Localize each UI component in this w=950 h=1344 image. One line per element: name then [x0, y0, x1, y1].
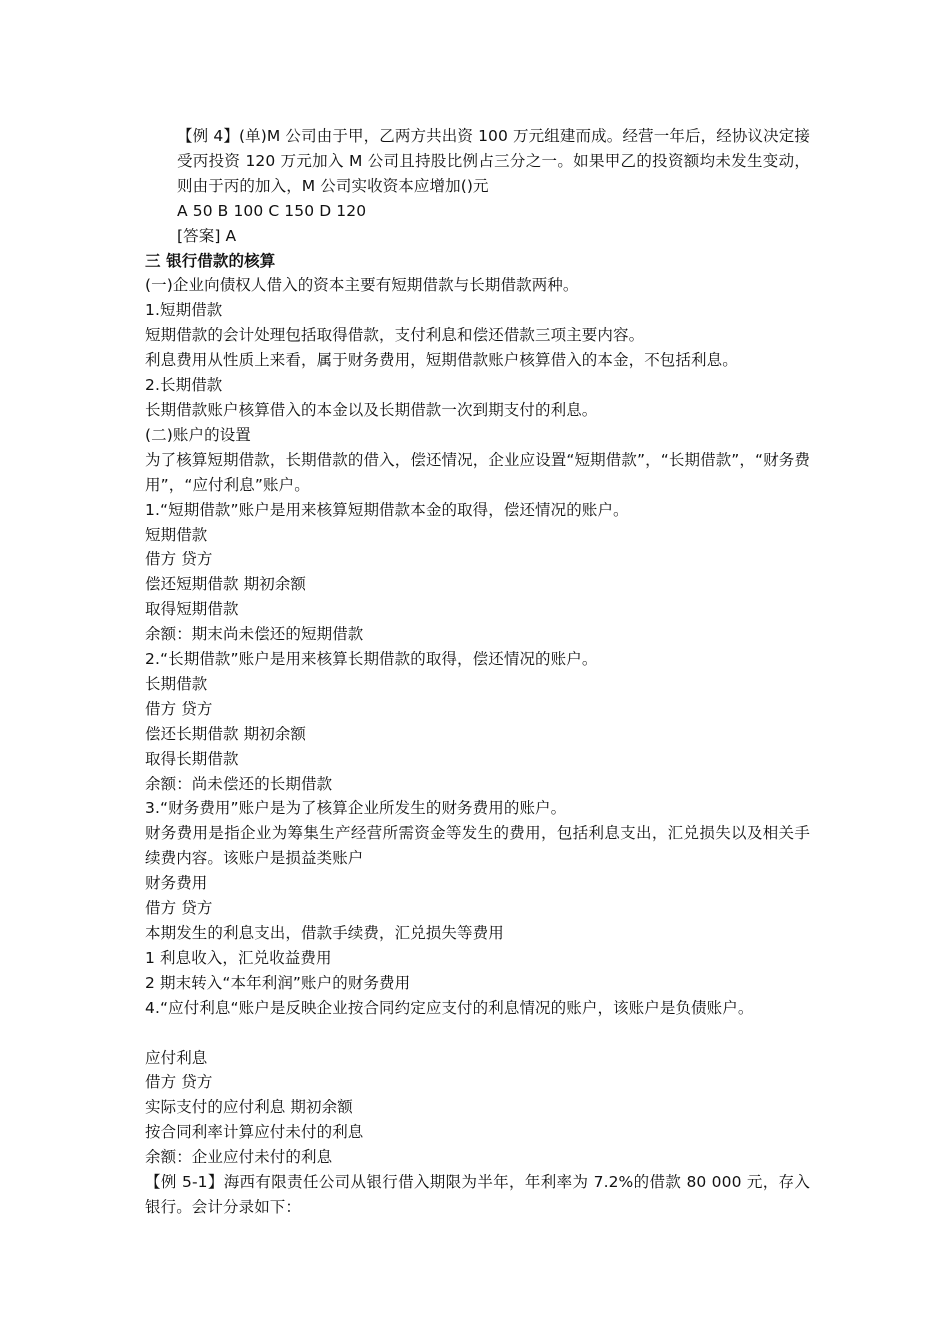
- account-2-name: 长期借款: [145, 674, 208, 693]
- account-1-row-1: 偿还短期借款 期初余额: [145, 575, 307, 594]
- account-3-row-2: 1 利息收入，汇兑收益费用: [145, 948, 332, 967]
- example-4-question: 【例 4】(单)M 公司由于甲，乙两方共出资 100 万元组建而成。经营一年后，经协议决定接受丙投资 120 万元加入 M 公司且持股比例占三分之一。如果甲乙的投资额均未发生变动，则由于丙的加入，M 公司实收资本应增加()元: [177, 127, 810, 195]
- account-3-description: 3.“财务费用”账户是为了核算企业所发生的财务费用的账户。: [145, 799, 567, 818]
- account-2-row-1: 偿还长期借款 期初余额: [145, 724, 307, 743]
- account-2-description: 2.“长期借款”账户是用来核算长期借款的取得，偿还情况的账户。: [145, 650, 598, 669]
- short-term-paragraph-2: 利息费用从性质上来看，属于财务费用，短期借款账户核算借入的本金，不包括利息。: [145, 351, 738, 370]
- account-3-name: 财务费用: [145, 874, 208, 893]
- account-4-name: 应付利息: [145, 1048, 208, 1067]
- document-page: [145, 124, 810, 1220]
- account-1-description: 1.“短期借款”账户是用来核算短期借款本金的取得，偿还情况的账户。: [145, 500, 629, 519]
- section-heading: 三 银行借款的核算: [145, 251, 276, 270]
- account-2-row-2: 取得长期借款: [145, 749, 239, 768]
- short-term-paragraph-1: 短期借款的会计处理包括取得借款，支付利息和偿还借款三项主要内容。: [145, 326, 645, 345]
- paragraph-spacer: [145, 1021, 810, 1046]
- accounts-setup-paragraph: 为了核算短期借款，长期借款的借入，偿还情况，企业应设置“短期借款”，“长期借款”，“财务费用”，“应付利息”账户。: [145, 450, 810, 494]
- example-4-answer: [答案] A: [177, 226, 237, 245]
- section-intro: (一)企业向债权人借入的资本主要有短期借款与长期借款两种。: [145, 276, 579, 295]
- account-2-sides: 借方 贷方: [145, 699, 213, 718]
- account-4-row-1: 实际支付的应付利息 期初余额: [145, 1098, 353, 1117]
- account-3-sides: 借方 贷方: [145, 899, 213, 918]
- account-4-balance: 余额：企业应付未付的利息: [145, 1148, 333, 1167]
- account-1-sides: 借方 贷方: [145, 550, 213, 569]
- accounts-setup-title: (二)账户的设置: [145, 425, 251, 444]
- account-3-explanation: 财务费用是指企业为筹集生产经营所需资金等发生的费用，包括利息支出，汇兑损失以及相关手续费内容。该账户是损益类账户: [145, 824, 810, 868]
- account-2-balance: 余额：尚未偿还的长期借款: [145, 774, 333, 793]
- long-term-paragraph: 长期借款账户核算借入的本金以及长期借款一次到期支付的利息。: [145, 400, 598, 419]
- example-4-options: A 50 B 100 C 150 D 120: [177, 201, 367, 220]
- account-1-row-2: 取得短期借款: [145, 600, 239, 619]
- account-1-name: 短期借款: [145, 525, 208, 544]
- example-5-1: 【例 5-1】海西有限责任公司从银行借入期限为半年，年利率为 7.2%的借款 80 000 元，存入银行。会计分录如下：: [145, 1173, 810, 1216]
- short-term-title: 1.短期借款: [145, 301, 223, 320]
- account-1-balance: 余额：期末尚未偿还的短期借款: [145, 625, 364, 644]
- long-term-title: 2.长期借款: [145, 376, 223, 395]
- account-3-row-3: 2 期末转入“本年利润”账户的财务费用: [145, 973, 411, 992]
- account-3-row-1: 本期发生的利息支出，借款手续费，汇兑损失等费用: [145, 924, 504, 942]
- account-4-description: 4.“应付利息“账户是反映企业按合同约定应支付的利息情况的账户，该账户是负债账户。: [145, 998, 754, 1017]
- account-4-sides: 借方 贷方: [145, 1073, 213, 1092]
- account-4-row-2: 按合同利率计算应付未付的利息: [145, 1123, 364, 1142]
